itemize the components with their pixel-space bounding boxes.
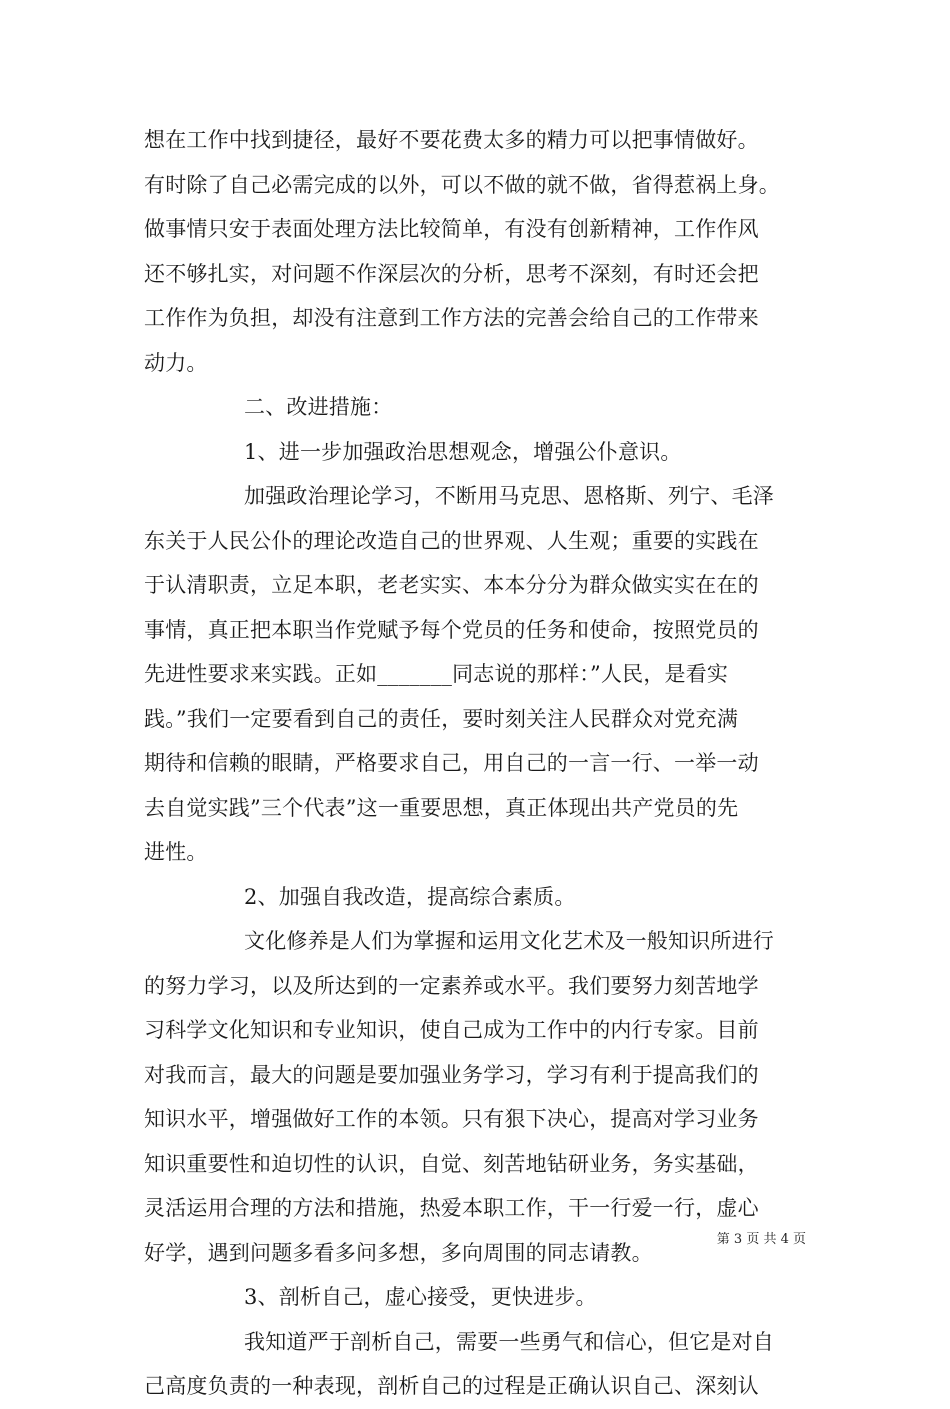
text-line: 的努力学习，以及所达到的一定素养或水平。我们要努力刻苦地学 xyxy=(144,973,759,998)
text-line: 知识水平，增强做好工作的本领。只有狠下决心，提高对学习业务 xyxy=(144,1107,759,1131)
text-line: 对我而言，最大的问题是要加强业务学习，学习有利于提高我们的 xyxy=(144,1062,759,1087)
text-line: 有时除了自己必需完成的以外，可以不做的就不做，省得惹祸上身。 xyxy=(144,172,780,197)
text-line: 灵活运用合理的方法和措施，热爱本职工作，干一行爱一行，虚心 xyxy=(144,1196,759,1220)
text-line: 做事情只安于表面处理方法比较简单，有没有创新精神，工作作风 xyxy=(144,217,759,241)
text-line: 践。”我们一定要看到自己的责任，要时刻关注人民群众对党充满 xyxy=(144,706,739,731)
text-line: 事情，真正把本职当作党赋予每个党员的任务和使命，按照党员的 xyxy=(144,617,759,642)
text-line: 去自觉实践”三个代表”这一重要思想，真正体现出共产党员的先 xyxy=(144,795,739,820)
text-line: 二、改进措施： xyxy=(244,395,393,419)
text-line: 2、加强自我改造，提高综合素质。 xyxy=(244,884,576,909)
text-line: 3、剖析自己，虚心接受，更快进步。 xyxy=(244,1285,597,1309)
text-line: 知识重要性和迫切性的认识，自觉、刻苦地钻研业务，务实基础， xyxy=(144,1151,759,1176)
text-line: 文化修养是人们为掌握和运用文化艺术及一般知识所进行 xyxy=(244,929,774,953)
text-line: 于认清职责，立足本职，老老实实、本本分分为群众做实实在在的 xyxy=(144,573,759,597)
text-line: 1、进一步加强政治思想观念，增强公仆意识。 xyxy=(244,439,682,464)
text-line: 期待和信赖的眼睛，严格要求自己，用自己的一言一行、一举一动 xyxy=(144,751,759,775)
text-line: 进性。 xyxy=(144,840,208,864)
text-line: 我知道严于剖析自己，需要一些勇气和信心，但它是对自 xyxy=(244,1329,774,1354)
text-line: 己高度负责的一种表现，剖析自己的过程是正确认识自己、深刻认 xyxy=(144,1374,759,1398)
text-line: 东关于人民公仆的理论改造自己的世界观、人生观；重要的实践在 xyxy=(144,528,759,553)
text-line: 动力。 xyxy=(144,350,208,375)
document-body xyxy=(144,118,816,1409)
page-footer: 第 3 页 共 4 页 xyxy=(716,1232,806,1247)
text-line: 想在工作中找到捷径，最好不要花费太多的精力可以把事情做好。 xyxy=(144,128,759,152)
text-line: 好学，遇到问题多看多问多想，多向周围的同志请教。 xyxy=(144,1240,653,1265)
text-line: 习科学文化知识和专业知识，使自己成为工作中的内行专家。目前 xyxy=(144,1018,759,1042)
text-line: 先进性要求来实践。正如_______同志说的那样：”人民，是看实 xyxy=(144,662,729,686)
text-line: 加强政治理论学习，不断用马克思、恩格斯、列宁、毛泽 xyxy=(244,484,774,508)
text-line: 还不够扎实，对问题不作深层次的分析，思考不深刻，有时还会把 xyxy=(144,261,759,286)
text-line: 工作作为负担，却没有注意到工作方法的完善会给自己的工作带来 xyxy=(144,306,759,330)
